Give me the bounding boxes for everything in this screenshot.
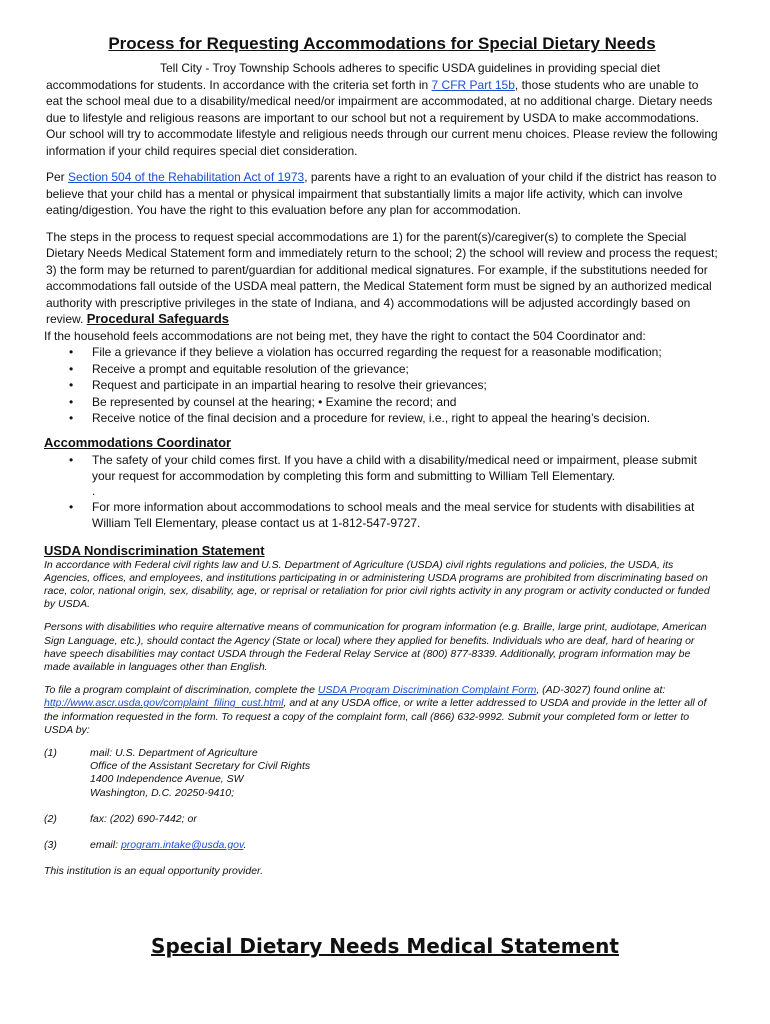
- p3-text-3: , and at any USDA office, or write a letter addressed to USDA and provide in the letter all of the information requested in the form. To request a copy of the complaint form, call (866) 632-9992. Submit your completed form or letter to USDA by:: [44, 697, 707, 736]
- list-item: [42, 452, 718, 485]
- page-title: Process for Requesting Accommodations for Special Dietary Needs: [108, 34, 656, 53]
- fax-text: fax: (202) 690-7442; or: [90, 812, 197, 825]
- p3-text-2: , (AD-3027) found online at:: [536, 684, 666, 697]
- stray-dot: .: [92, 483, 96, 498]
- usda-paragraph-1: In accordance with Federal civil rights law and U.S. Department of Agriculture (USDA) civil rights regulations and policies, the USDA, its Agencies, offices, and employees, and institutions participating in or administering USDA programs are prohibited from discriminating based on race, color, national origin, sex, disability, age, or reprisal or retaliation for prior civil rights activity in any program or activity conducted or funded by USDA.: [44, 558, 710, 611]
- cfr-link[interactable]: 7 CFR Part 15b: [431, 77, 515, 92]
- address-line: Washington, D.C. 20250-9410;: [90, 786, 234, 799]
- item-number: (2): [44, 812, 57, 825]
- usda-paragraph-3: [44, 684, 718, 737]
- complaint-form-link[interactable]: USDA Program Discrimination Complaint Form: [317, 684, 537, 697]
- list-item: [42, 344, 718, 361]
- list-item: [42, 499, 718, 532]
- email-suffix: .: [243, 838, 247, 851]
- document-page: [46, 32, 718, 878]
- list-item-text: For more information about accommodations to school meals and the meal service for students with disabilities at William Tell Elementary, please contact us at 1-812-547-9727.: [92, 499, 695, 530]
- address-line: Office of the Assistant Secretary for Civil Rights: [90, 760, 311, 773]
- section-504-link[interactable]: Section 504 of the Rehabilitation Act of 1973: [68, 170, 305, 184]
- household-rights-text: If the household feels accommodations are not being met, they have the right to contact the 504 Coordinator and:: [44, 328, 646, 343]
- list-item-text: Be represented by counsel at the hearing; • Examine the record; and: [92, 394, 457, 409]
- email-line: [44, 839, 718, 852]
- email-prefix: email:: [90, 838, 121, 851]
- list-item-text: The safety of your child comes first. If you have a child with a disability/medical need or impairment, please submit your request for accommodation by completing this form and submitting to William Tell Elementary.: [92, 452, 697, 483]
- intro-text-2: , those students who are unable to eat the school meal due to a disability/medical need/or impairment are accommodated, at no additional charge. Dietary needs due to lifestyle and religious reasons are important to our school but not a requirement by USDA to make accommodations. Our school will try to accommodate lifestyle and religious needs through our current menu choices. Please review the following information if your child requires special diet consideration.: [46, 77, 718, 158]
- fax-line: [44, 813, 718, 826]
- list-item: [42, 410, 718, 427]
- list-item-text: File a grievance if they believe a violation has occurred regarding the request for a reasonable modification;: [92, 345, 662, 359]
- list-item: [42, 361, 718, 378]
- bullet-icon: •: [69, 394, 74, 409]
- list-item: [42, 394, 718, 411]
- equal-opportunity-statement: This institution is an equal opportunity provider.: [44, 865, 264, 878]
- bullet-icon: •: [69, 345, 74, 359]
- intro-text-1: Tell City - Troy Township Schools adheres to specific USDA guidelines in providing special diet accommodations for students. In accordance with the criteria set forth in: [46, 61, 661, 92]
- item-number: (3): [44, 838, 57, 851]
- bullet-icon: •: [69, 378, 74, 392]
- complaint-url-link[interactable]: http://www.ascr.usda.gov/complaint_filing_cust.html: [44, 697, 284, 710]
- accommodations-coordinator-heading: Accommodations Coordinator: [44, 434, 232, 450]
- list-item-text: Receive notice of the final decision and a procedure for review, i.e., right to appeal the hearing’s decision.: [92, 411, 651, 425]
- medical-statement-title: Special Dietary Needs Medical Statement: [151, 934, 619, 958]
- address-line: mail: U.S. Department of Agriculture: [90, 746, 258, 759]
- bullet-icon: •: [69, 499, 74, 514]
- list-item-text: Request and participate in an impartial hearing to resolve their grievances;: [92, 378, 487, 392]
- usda-nondiscrimination-heading: USDA Nondiscrimination Statement: [44, 542, 265, 558]
- list-item: [42, 377, 718, 394]
- safeguards-list: [42, 344, 718, 427]
- email-link[interactable]: program.intake@usda.gov: [120, 838, 244, 851]
- address-line: 1400 Independence Avenue, SW: [90, 773, 244, 786]
- coordinator-list: [42, 452, 718, 532]
- sec504-prefix: Per: [46, 170, 69, 184]
- intro-paragraph: [46, 60, 718, 159]
- section-504-paragraph: [46, 169, 718, 219]
- bullet-icon: •: [69, 411, 74, 425]
- bullet-icon: •: [69, 452, 74, 467]
- sec504-text: , parents have a right to an evaluation of your child if the district has reason to believe that your child has a mental or physical impairment that substantially limits a major life activity, which can involve eating/digestion. You have the right to this evaluation before any plan for accommodation.: [46, 170, 717, 217]
- item-number: (1): [44, 746, 57, 759]
- bullet-icon: •: [69, 361, 74, 376]
- p3-text-1: To file a program complaint of discrimination, complete the: [44, 684, 318, 697]
- usda-paragraph-2: Persons with disabilities who require alternative means of communication for program information (e.g. Braille, large print, audiotape, American Sign Language, etc.), should contact the Agency (State or local) where they applied for benefits. Individuals who are deaf, hard of hearing or have speech disabilities may contact USDA through the Federal Relay Service at (800) 877-8339. Additionally, program information may be made available in languages other than English.: [44, 621, 707, 673]
- list-item-text: Receive a prompt and equitable resolution of the grievance;: [92, 361, 409, 376]
- procedural-safeguards-heading: Procedural Safeguards: [86, 311, 230, 326]
- mail-address: [44, 747, 718, 800]
- steps-paragraph: [46, 229, 718, 328]
- steps-text: The steps in the process to request special accommodations are 1) for the parent(s)/caregiver(s) to complete the Special Dietary Needs Medical Statement form and immediately return to the school; 2) the school will review and process the request; 3) the form may be returned to parent/guardian for additional medical signatures. For example, if the substitutions needed for accommodations fall outside of the USDA meal pattern, the Medical Statement form must be signed by an authorized medical authority with prescriptive privileges in the state of Indiana, and 4) accommodations will be adjusted accordingly based on review.: [46, 229, 718, 326]
